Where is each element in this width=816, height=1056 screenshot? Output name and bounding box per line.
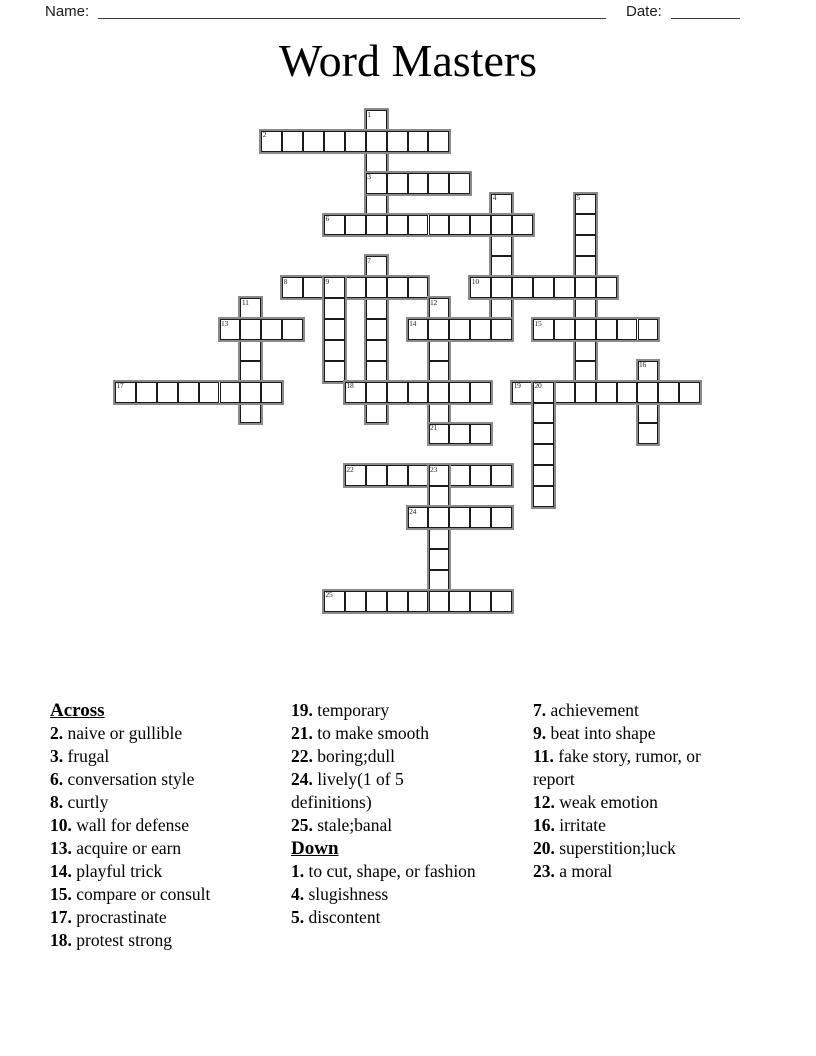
cell-number: 24 <box>409 506 417 516</box>
clue-11 <box>533 745 741 791</box>
grid-cell[interactable] <box>240 382 261 403</box>
grid-cell[interactable] <box>449 215 470 236</box>
clue-list-header-down: Down <box>291 838 339 859</box>
clue-13 <box>50 837 288 860</box>
grid-cell[interactable] <box>157 382 178 403</box>
grid-cell[interactable] <box>324 340 345 361</box>
word-run-25-across <box>322 589 514 614</box>
clue-text: to cut, shape, or fashion <box>304 861 476 881</box>
clue-10 <box>50 814 288 837</box>
grid-cell[interactable] <box>658 382 679 403</box>
grid-cell[interactable] <box>366 298 387 319</box>
clue-text: procrastinate <box>71 907 167 927</box>
clue-number: 24. <box>291 769 313 789</box>
cell-number: 21 <box>430 423 438 432</box>
clue-number: 8. <box>50 792 64 812</box>
grid-cell[interactable] <box>366 277 387 298</box>
grid-cell[interactable] <box>512 215 533 236</box>
clue-4 <box>291 883 487 906</box>
grid-cell[interactable] <box>408 591 429 612</box>
grid-cell[interactable] <box>638 403 659 424</box>
clue-text: superstition;luck <box>554 838 676 858</box>
grid-cell[interactable] <box>240 319 261 340</box>
clue-text: naive or gullible <box>63 723 183 743</box>
clue-12 <box>533 791 741 814</box>
grid-cell[interactable] <box>449 173 470 194</box>
grid-cell[interactable] <box>387 277 408 298</box>
grid-cell[interactable] <box>575 382 596 403</box>
grid-cell[interactable] <box>429 570 450 591</box>
clue-text: acquire or earn <box>71 838 182 858</box>
word-run-11-down <box>238 296 263 425</box>
grid-cell[interactable] <box>387 131 408 152</box>
grid-cell[interactable] <box>408 277 429 298</box>
cell-number: 3 <box>367 172 371 182</box>
grid-cell[interactable] <box>345 215 366 236</box>
word-run-10-across <box>468 275 618 300</box>
grid-cell[interactable] <box>387 173 408 194</box>
grid-cell[interactable] <box>408 215 429 236</box>
grid-cell[interactable] <box>366 403 387 424</box>
grid-cell[interactable] <box>428 173 449 194</box>
cell-number: 2 <box>262 130 267 140</box>
clue-8 <box>50 791 288 814</box>
grid-cell[interactable] <box>199 382 220 403</box>
grid-cell[interactable] <box>261 382 282 403</box>
grid-cell[interactable] <box>533 486 554 507</box>
clue-text: curtly <box>63 792 109 812</box>
clue-number: 5. <box>291 907 305 927</box>
grid-cell[interactable] <box>366 194 387 215</box>
grid-cell[interactable] <box>679 382 700 403</box>
cell-number: 16 <box>639 360 647 370</box>
grid-cell[interactable] <box>491 319 512 340</box>
clue-18 <box>50 929 288 952</box>
clue-column-across <box>50 699 288 952</box>
grid-cell[interactable] <box>449 465 470 486</box>
grid-cell[interactable] <box>366 340 387 361</box>
grid-cell[interactable] <box>491 256 512 277</box>
grid-cell[interactable] <box>449 507 470 528</box>
clue-number: 22. <box>291 746 313 766</box>
grid-cell[interactable] <box>554 277 575 298</box>
cell-number: 7 <box>367 255 371 265</box>
grid-cell[interactable] <box>533 423 554 444</box>
clue-text: protest strong <box>71 930 173 950</box>
clue-text: beat into shape <box>546 723 656 743</box>
clue-number: 18. <box>50 930 72 950</box>
grid-cell[interactable] <box>429 486 450 507</box>
grid-cell[interactable] <box>554 319 575 340</box>
clue-15 <box>50 883 288 906</box>
grid-cell[interactable] <box>637 382 658 403</box>
cell-number: 23 <box>430 464 438 474</box>
grid-cell[interactable] <box>345 131 366 152</box>
clue-text: weak emotion <box>554 792 658 812</box>
grid-cell[interactable] <box>324 298 345 319</box>
grid-cell[interactable] <box>449 382 470 403</box>
cell-number: 6 <box>325 214 330 223</box>
clue-22 <box>291 745 487 768</box>
cell-number: 11 <box>241 297 249 307</box>
clue-text: conversation style <box>63 769 195 789</box>
clue-text: lively(1 of 5 definitions) <box>291 769 404 812</box>
clue-number: 12. <box>533 792 555 812</box>
grid-cell[interactable] <box>387 465 408 486</box>
clue-number: 7. <box>533 700 547 720</box>
cell-number: 15 <box>534 318 542 328</box>
grid-cell[interactable] <box>617 382 638 403</box>
clue-23 <box>533 860 741 883</box>
clue-text: achievement <box>546 700 639 720</box>
clue-21 <box>291 722 487 745</box>
grid-cell[interactable] <box>575 235 596 256</box>
grid-cell[interactable] <box>470 424 491 445</box>
cell-number: 10 <box>471 276 479 286</box>
grid-cell[interactable] <box>387 215 408 236</box>
grid-cell[interactable] <box>366 215 387 236</box>
page-title: Word Masters <box>278 35 538 86</box>
grid-cell[interactable] <box>470 319 491 340</box>
date-label: Date: <box>626 3 662 20</box>
clue-text: stale;banal <box>312 815 393 835</box>
clue-number: 9. <box>533 723 547 743</box>
clue-text: compare or consult <box>71 884 211 904</box>
grid-cell[interactable] <box>324 361 345 382</box>
grid-cell[interactable] <box>491 277 512 298</box>
clue-number: 17. <box>50 907 72 927</box>
clue-text: slugishness <box>304 884 389 904</box>
grid-cell[interactable] <box>533 465 554 486</box>
word-run-9-down <box>322 275 347 384</box>
grid-cell[interactable] <box>470 591 491 612</box>
grid-cell[interactable] <box>366 319 387 340</box>
grid-cell[interactable] <box>575 214 596 235</box>
cell-number: 14 <box>409 318 417 328</box>
grid-cell[interactable] <box>575 319 596 340</box>
cell-number: 19 <box>513 381 521 391</box>
grid-cell[interactable] <box>345 591 366 612</box>
clue-list-header-across: Across <box>50 700 105 721</box>
grid-cell[interactable] <box>366 152 387 173</box>
word-run-13-across <box>218 317 306 342</box>
clue-text: temporary <box>312 700 390 720</box>
grid-cell[interactable] <box>366 465 387 486</box>
clue-number: 3. <box>50 746 64 766</box>
grid-cell[interactable] <box>596 382 617 403</box>
grid-cell[interactable] <box>491 465 512 486</box>
clue-number: 14. <box>50 861 72 881</box>
clue-number: 6. <box>50 769 64 789</box>
cell-number: 25 <box>325 590 333 600</box>
word-run-17-across <box>113 380 284 405</box>
grid-cell[interactable] <box>366 131 387 152</box>
clue-17 <box>50 906 288 929</box>
grid-cell[interactable] <box>324 131 345 152</box>
grid-cell[interactable] <box>575 277 596 298</box>
cell-number: 17 <box>116 381 124 391</box>
word-run-24-across <box>406 505 515 530</box>
clue-19 <box>291 699 487 722</box>
grid-cell[interactable] <box>575 298 596 319</box>
clue-3 <box>50 745 288 768</box>
clue-number: 4. <box>291 884 305 904</box>
cell-number: 4 <box>492 193 497 203</box>
clue-6 <box>50 768 288 791</box>
clue-number: 10. <box>50 815 72 835</box>
grid-cell[interactable] <box>178 382 199 403</box>
grid-cell[interactable] <box>408 173 429 194</box>
cell-number: 22 <box>346 464 354 474</box>
grid-cell[interactable] <box>491 591 512 612</box>
clue-number: 19. <box>291 700 313 720</box>
clue-number: 16. <box>533 815 555 835</box>
grid-cell[interactable] <box>429 361 450 382</box>
grid-cell[interactable] <box>638 319 659 340</box>
grid-cell[interactable] <box>366 591 387 612</box>
clue-column-down <box>533 699 741 883</box>
cell-number: 20 <box>534 381 542 391</box>
grid-cell[interactable] <box>575 340 596 361</box>
word-run-2-across <box>259 129 451 154</box>
grid-cell[interactable] <box>491 235 512 256</box>
clue-number: 2. <box>50 723 64 743</box>
grid-cell[interactable] <box>303 131 324 152</box>
grid-cell[interactable] <box>429 528 450 549</box>
grid-cell[interactable] <box>429 403 450 424</box>
clue-text: discontent <box>304 907 381 927</box>
grid-cell[interactable] <box>324 319 345 340</box>
clue-number: 1. <box>291 861 305 881</box>
grid-cell[interactable] <box>387 591 408 612</box>
name-label: Name: <box>45 3 90 20</box>
cell-number: 12 <box>430 297 438 307</box>
grid-cell[interactable] <box>240 403 261 424</box>
clue-number: 11. <box>533 746 554 766</box>
grid-cell[interactable] <box>429 549 450 570</box>
clue-14 <box>50 860 288 883</box>
cell-number: 9 <box>325 276 330 286</box>
grid-cell[interactable] <box>449 591 470 612</box>
grid-cell[interactable] <box>366 382 387 403</box>
grid-cell[interactable] <box>429 215 450 236</box>
grid-cell[interactable] <box>429 591 450 612</box>
grid-cell[interactable] <box>408 382 429 403</box>
clue-7 <box>533 699 741 722</box>
grid-cell[interactable] <box>428 507 449 528</box>
grid-cell[interactable] <box>408 131 429 152</box>
clue-text: frugal <box>63 746 110 766</box>
clue-text: irritate <box>554 815 606 835</box>
clue-number: 13. <box>50 838 72 858</box>
grid-cell[interactable] <box>429 340 450 361</box>
word-run-8-across <box>280 275 430 300</box>
grid-cell[interactable] <box>220 382 241 403</box>
cell-number: 18 <box>346 381 354 391</box>
grid-cell[interactable] <box>470 507 491 528</box>
clue-2 <box>50 722 288 745</box>
grid-cell[interactable] <box>282 131 303 152</box>
cell-number: 5 <box>576 193 580 203</box>
grid-cell[interactable] <box>240 361 261 382</box>
grid-cell[interactable] <box>240 340 261 361</box>
grid-cell[interactable] <box>470 465 491 486</box>
grid-cell[interactable] <box>512 277 533 298</box>
word-run-3-across <box>364 171 473 196</box>
clue-number: 23. <box>533 861 555 881</box>
grid-cell[interactable] <box>596 319 617 340</box>
grid-cell[interactable] <box>408 465 429 486</box>
clue-number: 21. <box>291 723 313 743</box>
grid-cell[interactable] <box>554 382 575 403</box>
clue-text: playful trick <box>71 861 163 881</box>
grid-cell[interactable] <box>575 256 596 277</box>
cell-number: 13 <box>221 318 229 328</box>
word-run-15-across <box>531 317 660 342</box>
clue-text: fake story, rumor, or report <box>533 746 701 789</box>
clue-16 <box>533 814 741 837</box>
grid-cell[interactable] <box>491 215 512 236</box>
cell-number: 8 <box>283 276 288 286</box>
grid-cell[interactable] <box>366 361 387 382</box>
clue-column-middle <box>291 699 487 929</box>
grid-cell[interactable] <box>282 319 303 340</box>
grid-cell[interactable] <box>428 131 449 152</box>
word-run-6-across <box>322 213 535 238</box>
grid-cell[interactable] <box>638 423 659 444</box>
clue-text: to make smooth <box>312 723 430 743</box>
clue-text: a moral <box>554 861 613 881</box>
word-run-21-across <box>427 422 494 447</box>
cell-number: 1 <box>367 109 371 119</box>
grid-cell[interactable] <box>449 424 470 445</box>
clue-5 <box>291 906 487 929</box>
grid-cell[interactable] <box>533 277 554 298</box>
grid-cell[interactable] <box>575 361 596 382</box>
clue-number: 15. <box>50 884 72 904</box>
grid-cell[interactable] <box>345 277 366 298</box>
grid-cell[interactable] <box>596 277 617 298</box>
clue-text: boring;dull <box>312 746 396 766</box>
clue-1 <box>291 860 487 883</box>
grid-cell[interactable] <box>387 382 408 403</box>
grid-cell[interactable] <box>303 277 324 298</box>
clue-25 <box>291 814 487 837</box>
grid-cell[interactable] <box>136 382 157 403</box>
grid-cell[interactable] <box>449 319 470 340</box>
grid-cell[interactable] <box>533 444 554 465</box>
grid-cell[interactable] <box>491 507 512 528</box>
grid-cell[interactable] <box>428 382 449 403</box>
word-run-20-down <box>531 380 556 509</box>
word-run-14-across <box>406 317 515 342</box>
grid-cell[interactable] <box>491 298 512 319</box>
grid-cell[interactable] <box>261 319 282 340</box>
clue-20 <box>533 837 741 860</box>
clue-24 <box>291 768 487 814</box>
grid-cell[interactable] <box>428 319 449 340</box>
clue-text: wall for defense <box>71 815 189 835</box>
grid-cell[interactable] <box>533 403 554 424</box>
clue-9 <box>533 722 741 745</box>
clue-number: 25. <box>291 815 313 835</box>
grid-cell[interactable] <box>470 215 491 236</box>
grid-cell[interactable] <box>617 319 638 340</box>
word-run-18-across <box>343 380 493 405</box>
clue-number: 20. <box>533 838 555 858</box>
grid-cell[interactable] <box>470 382 491 403</box>
